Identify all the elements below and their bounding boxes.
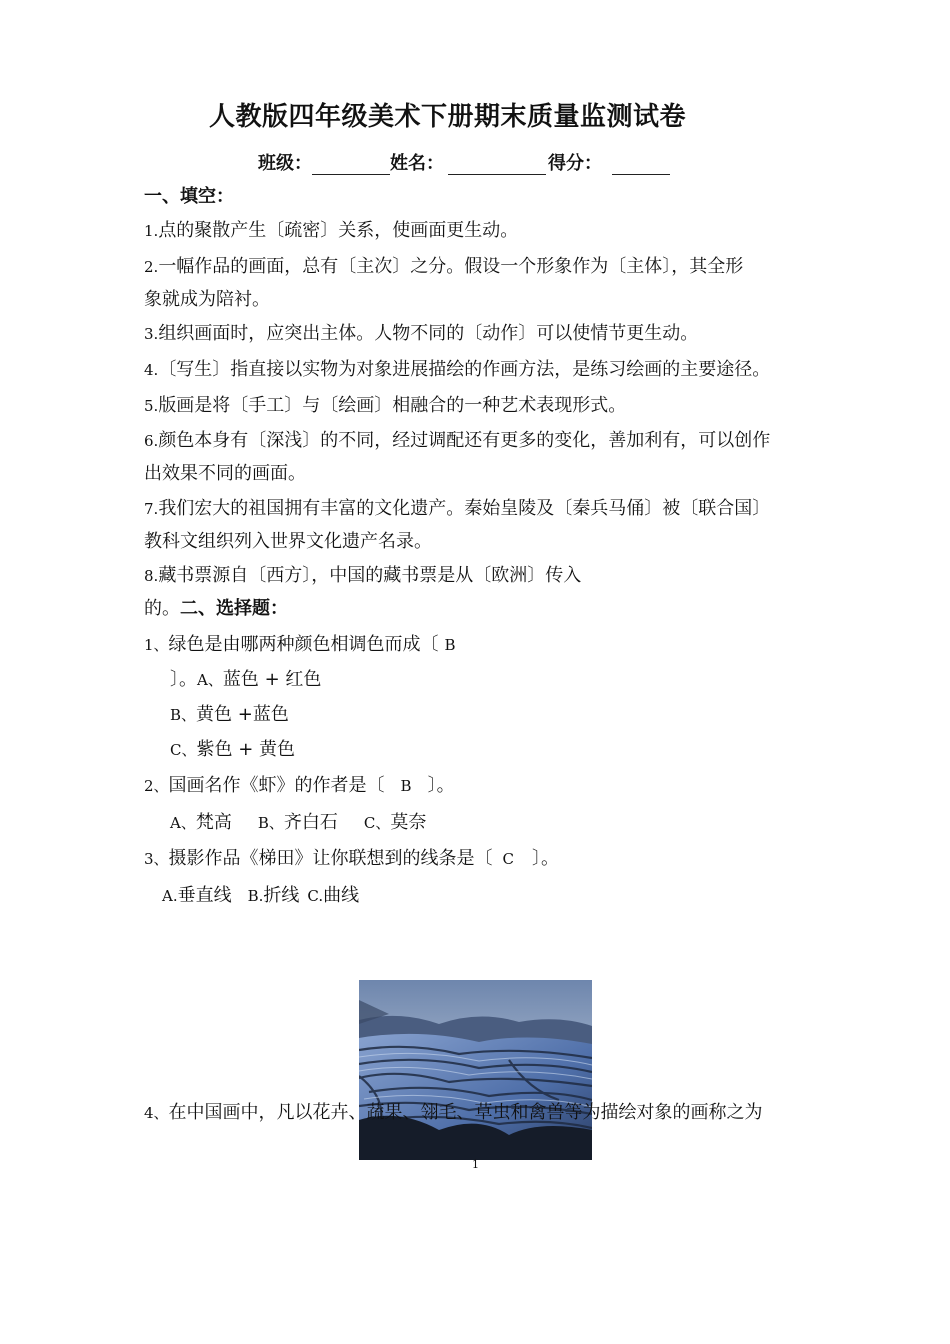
fill-item-2-continuation: 象就成为陪衬。 [144,289,270,310]
choice-q1-option-c: C、紫色 + 黄色 [170,739,296,760]
student-info-row [258,148,670,175]
fill-item-6: 6.颜色本身有〔深浅〕的不同，经过调配还有更多的变化，善加利有，可以创作 [144,430,771,451]
section-choice-heading: 二、选择题： [180,598,288,619]
answer-1: B [444,636,456,654]
score-label: 得分： [548,153,602,174]
terraced-fields-image [359,980,592,1160]
fill-item-4: 4.〔写生〕指直接以实物为对象进展描绘的作画方法，是练习绘画的主要途径。 [144,359,771,380]
fill-item-8: 8.藏书票源自〔西方〕，中国的藏书票是从〔欧洲〕传入 [144,565,582,586]
fill-item-5: 5.版画是将〔手工〕与〔绘画〕相融合的一种艺术表现形式。 [144,395,627,416]
fill-item-8-continuation: 的。二、选择题： [144,598,288,619]
fill-item-7-continuation: 教科文组织列入世界文化遗产名录。 [144,531,432,552]
fill-item-7: 7.我们宏大的祖国拥有丰富的文化遗产。秦始皇陵及〔秦兵马俑〕被〔联合国〕 [144,498,771,519]
fill-item-6-continuation: 出效果不同的画面。 [144,463,306,484]
choice-q3-options: A.垂直线 B.折线 C.曲线 [162,885,360,906]
fill-item-1: 1.点的聚散产生〔疏密〕关系，使画面更生动。 [144,220,519,241]
choice-q1-option-b: B、黄色 +蓝色 [170,704,289,725]
answer-3: C [502,850,515,868]
choice-q1-option-a: 〕。A、蓝色 + 红色 [170,669,322,690]
choice-question-4: 4、在中国画中，凡以花卉、蔬果、翎毛、草虫和禽兽等为描绘对象的画称之为 [144,1102,763,1123]
page-title: 人教版四年级美术下册期末质量监测试卷 [208,102,686,132]
answer-2: B [400,777,412,795]
choice-q2-options: A、梵高 B、齐白石 C、莫奈 [170,812,427,833]
name-label: 姓名： [390,153,444,174]
class-blank[interactable] [312,148,390,175]
fill-item-3: 3.组织画面时，应突出主体。人物不同的〔动作〕可以使情节更生动。 [144,323,699,344]
fill-item-2: 2.一幅作品的画面，总有〔主次〕之分。假设一个形象作为〔主体〕，其全形 [144,256,744,277]
score-blank[interactable] [612,148,670,175]
class-label: 班级： [258,153,312,174]
choice-question-1: 1、绿色是由哪两种颜色相调色而成〔 B [144,634,456,655]
terraced-fields-photo [359,980,592,1160]
choice-question-2: 2、国画名作《虾》的作者是〔 B 〕。 [144,775,455,796]
page-number: 1 [472,1158,479,1171]
name-blank[interactable] [448,148,546,175]
section-fill-blank-heading: 一、填空： [144,186,234,207]
choice-question-3: 3、摄影作品《梯田》让你联想到的线条是〔 C 〕。 [144,848,560,869]
